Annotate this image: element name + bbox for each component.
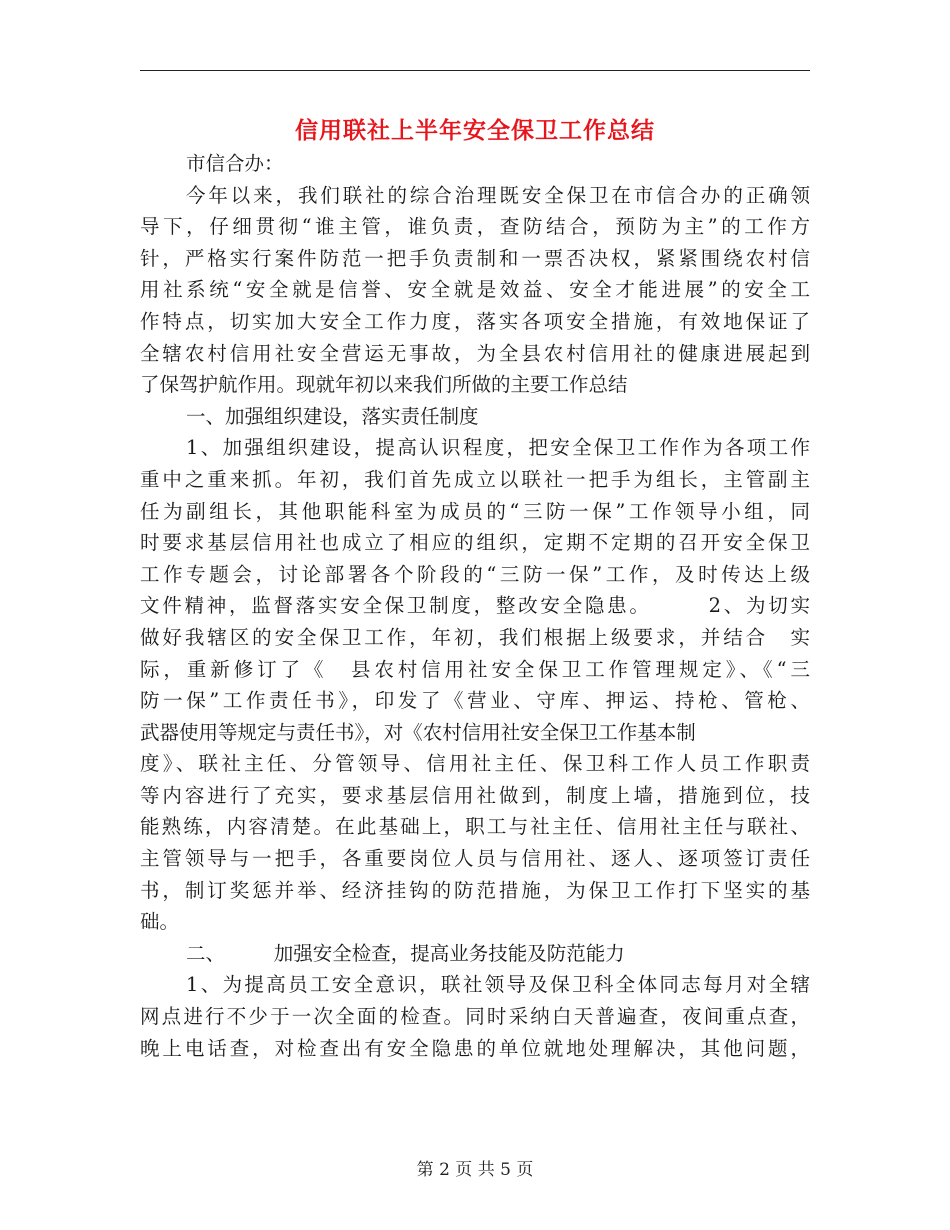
body-line: 今年以来，我们联社的综合治理既安全保卫在市信合办的正确领 (186, 183, 810, 207)
body-line: 时要求基层信用社也成立了相应的组织，定期不定期的召开安全保卫 (140, 531, 810, 555)
body-line: 主管领导与一把手，各重要岗位人员与信用社、逐人、逐项签订责任 (140, 847, 810, 871)
body-line: 导下，仔细贯彻“谁主管，谁负责，查防结合，预防为主”的工作方 (140, 215, 810, 239)
body-line: 任为副组长，其他职能科室为成员的“三防一保”工作领导小组，同 (140, 499, 810, 523)
body-line: 文件精神，监督落实安全保卫制度，整改安全隐患。 2、为切实 (140, 594, 810, 618)
header-rule (140, 70, 810, 71)
body-line: 工作专题会，讨论部署各个阶段的“三防一保”工作，及时传达上级 (140, 562, 810, 586)
body-line: 书，制订奖惩并举、经济挂钩的防范措施，为保卫工作打下坚实的基 (140, 878, 810, 902)
body-line: 能熟练，内容清楚。在此基础上，职工与社主任、信用社主任与联社、 (140, 815, 810, 839)
body-line: 全辖农村信用社安全营运无事故，为全县农村信用社的健康进展起到 (140, 341, 810, 365)
section-heading: 二、 加强安全检查，提高业务技能及防范能力 (186, 941, 625, 965)
body-line: 等内容进行了充实，要求基层信用社做到，制度上墙，措施到位，技 (140, 783, 810, 807)
body-line: 1、加强组织建设，提高认识程度，把安全保卫工作作为各项工作 (186, 436, 810, 460)
body-line: 网点进行不少于一次全面的检查。同时采纳白天普遍查，夜间重点查， (140, 1005, 810, 1029)
document-body (140, 148, 810, 1064)
body-line: 作特点，切实加大安全工作力度，落实各项安全措施，有效地保证了 (140, 309, 810, 333)
document-title: 信用联社上半年安全保卫工作总结 (295, 118, 655, 144)
body-line: 重中之重来抓。年初，我们首先成立以联社一把手为组长，主管副主 (140, 467, 810, 491)
body-line: 础。 (140, 910, 180, 934)
body-line: 了保驾护航作用。现就年初以来我们所做的主要工作总结 (140, 373, 628, 397)
section-heading: 一、加强组织建设，落实责任制度 (186, 404, 479, 428)
body-line: 际，重新修订了《 县农村信用社安全保卫工作管理规定》、《“三 (140, 657, 810, 681)
page-footer: 第 2 页 共 5 页 (416, 1160, 534, 1180)
body-line: 度》、联社主任、分管领导、信用社主任、保卫科工作人员工作职责 (140, 752, 810, 776)
salutation: 市信合办： (186, 152, 284, 175)
body-line: 晚上电话查，对检查出有安全隐患的单位就地处理解决，其他问题， (140, 1036, 810, 1060)
body-line: 做好我辖区的安全保卫工作，年初，我们根据上级要求，并结合 实 (140, 625, 810, 649)
body-line: 武器使用等规定与责任书》，对《农村信用社安全保卫工作基本制 (140, 720, 696, 744)
body-line: 防一保”工作责任书》，印发了《营业、守库、押运、持枪、管枪、 (140, 689, 810, 713)
body-line: 用社系统“安全就是信誉、安全就是效益、安全才能进展”的安全工 (140, 278, 810, 302)
body-line: 针，严格实行案件防范一把手负责制和一票否决权，紧紧围绕农村信 (140, 246, 810, 270)
body-line: 1、为提高员工安全意识，联社领导及保卫科全体同志每月对全辖 (186, 973, 810, 997)
